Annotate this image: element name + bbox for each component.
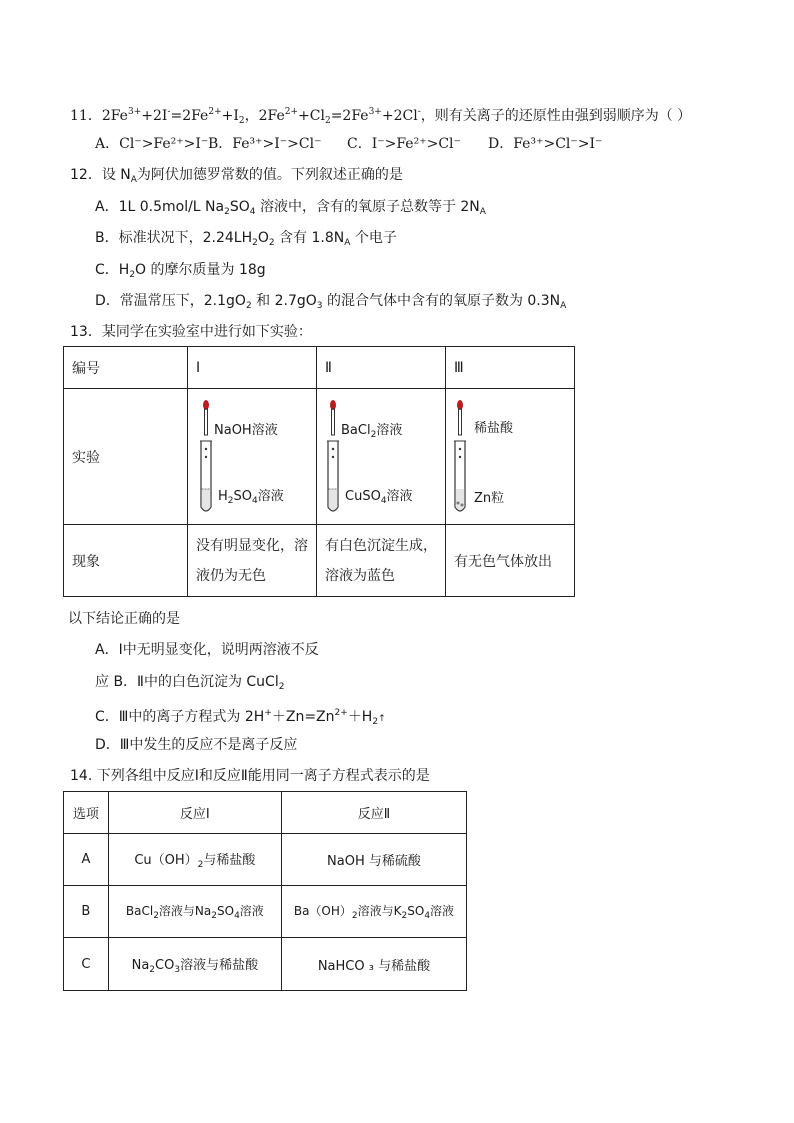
q13-phen3: 有无色气体放出 xyxy=(446,525,575,597)
q13-conclusion: 以下结论正确的是 xyxy=(68,611,180,627)
q13-stem: 13．某同学在实验室中进行如下实验： xyxy=(70,324,312,340)
q12-option-c: C．$H_2O$ 的摩尔质量为 18g xyxy=(95,262,266,280)
q13-exp2-tube-label: CuSO$_4$溶液 xyxy=(345,489,413,506)
q13-phen2: 有白色沉淀生成， 溶液为蓝色 xyxy=(317,525,446,597)
q13-header-number: 编号 xyxy=(64,347,188,389)
q13-header-1: Ⅰ xyxy=(188,347,317,389)
q12-stem: 12．设 $N_A$为阿伏加德罗常数的值。下列叙述正确的是 xyxy=(70,167,403,185)
q14-row-b-reaction2: $Ba(OH)_2$溶液与$K_2SO_4$溶液 xyxy=(281,886,466,938)
q13-exp3-tube-label: Zn粒 xyxy=(474,491,505,506)
q14-row-a-key: A xyxy=(64,834,109,886)
q13-exp3-cell xyxy=(446,389,575,525)
q12-option-d: D．常温常压下，$2.1gO_2$ 和 $2.7gO_3$ 的混合气体中含有的氧原子数为 $0.3N_A$ xyxy=(95,293,567,311)
q14-row-a-reaction1: $Cu(OH)_2$与稀盐酸 xyxy=(108,834,281,886)
q14-row-c-key: C xyxy=(64,938,109,991)
q13-option-c: C．Ⅲ中的离子方程式为 $2H^++Zn=Zn^{2+}+H_2↑$ xyxy=(95,708,386,727)
q11-option-c: C．I⁻>Fe²⁺>Cl⁻ xyxy=(347,136,461,152)
q13-exp3-dropper-label: 稀盐酸 xyxy=(474,421,514,436)
q13-option-a: A．Ⅰ中无明显变化，说明两溶液不反 xyxy=(95,642,319,658)
q13-header-2: Ⅱ xyxy=(317,347,446,389)
q13-option-d: D．Ⅲ中发生的反应不是离子反应 xyxy=(95,737,298,753)
q11-option-d: D．Fe³⁺>Cl⁻>I⁻ xyxy=(488,136,603,152)
q13-exp2-cell xyxy=(317,389,446,525)
q14-header-reaction1: 反应Ⅰ xyxy=(108,792,281,834)
q14-header-reaction2: 反应Ⅱ xyxy=(281,792,466,834)
q14-table xyxy=(63,791,467,991)
q14-row-c-reaction2: NaHCO ₃ 与稀盐酸 xyxy=(281,938,466,991)
q12-option-b: B．标准状况下，$2.24LH_2O_2$ 含有 $1.8N_A$ 个电子 xyxy=(95,230,397,248)
q13-row-phenomenon-label: 现象 xyxy=(64,525,188,597)
q13-row-experiment-label: 实验 xyxy=(64,389,188,525)
q13-table xyxy=(63,346,575,597)
q14-stem: 14. 下列各组中反应Ⅰ和反应Ⅱ能用同一离子方程式表示的是 xyxy=(70,768,430,784)
q11-stem: 11．$2Fe^{3+}+2I^-=2Fe^{2+}+I_2$，$2Fe^{2+}+Cl_2=2Fe^{3+}+2Cl^-$，则有关离子的还原性由强到弱顺序为（ ） xyxy=(70,107,692,126)
q13-option-b: 应 B．Ⅱ中的白色沉淀为 CuCl$_2$ xyxy=(95,674,285,692)
q13-phen1: 没有明显变化，溶 液仍为无色 xyxy=(188,525,317,597)
q14-row-a-reaction2: NaOH 与稀硫酸 xyxy=(281,834,466,886)
q14-row-c-reaction1: $Na_2CO_3$溶液与稀盐酸 xyxy=(108,938,281,991)
q14-header-option: 选项 xyxy=(64,792,109,834)
q14-row-b-reaction1: BaCl$_2$溶液与$Na_2SO_4$溶液 xyxy=(108,886,281,938)
q14-row-b-key: B xyxy=(64,886,109,938)
q13-exp1-tube-label: $H_2SO_4$溶液 xyxy=(218,489,284,506)
q13-header-3: Ⅲ xyxy=(446,347,575,389)
q13-exp1-cell xyxy=(188,389,317,525)
q13-exp2-dropper-label: BaCl$_2$溶液 xyxy=(341,423,403,440)
q12-option-a: A．1L 0.5mol/L $Na_2SO_4$ 溶液中，含有的氧原子总数等于 $2N_A$ xyxy=(95,199,486,217)
q11-option-b: B．Fe³⁺>I⁻>Cl⁻ xyxy=(208,136,322,152)
q11-option-a: A．Cl⁻>Fe²⁺>I⁻ xyxy=(95,136,209,152)
q13-exp1-dropper-label: NaOH溶液 xyxy=(214,423,278,438)
